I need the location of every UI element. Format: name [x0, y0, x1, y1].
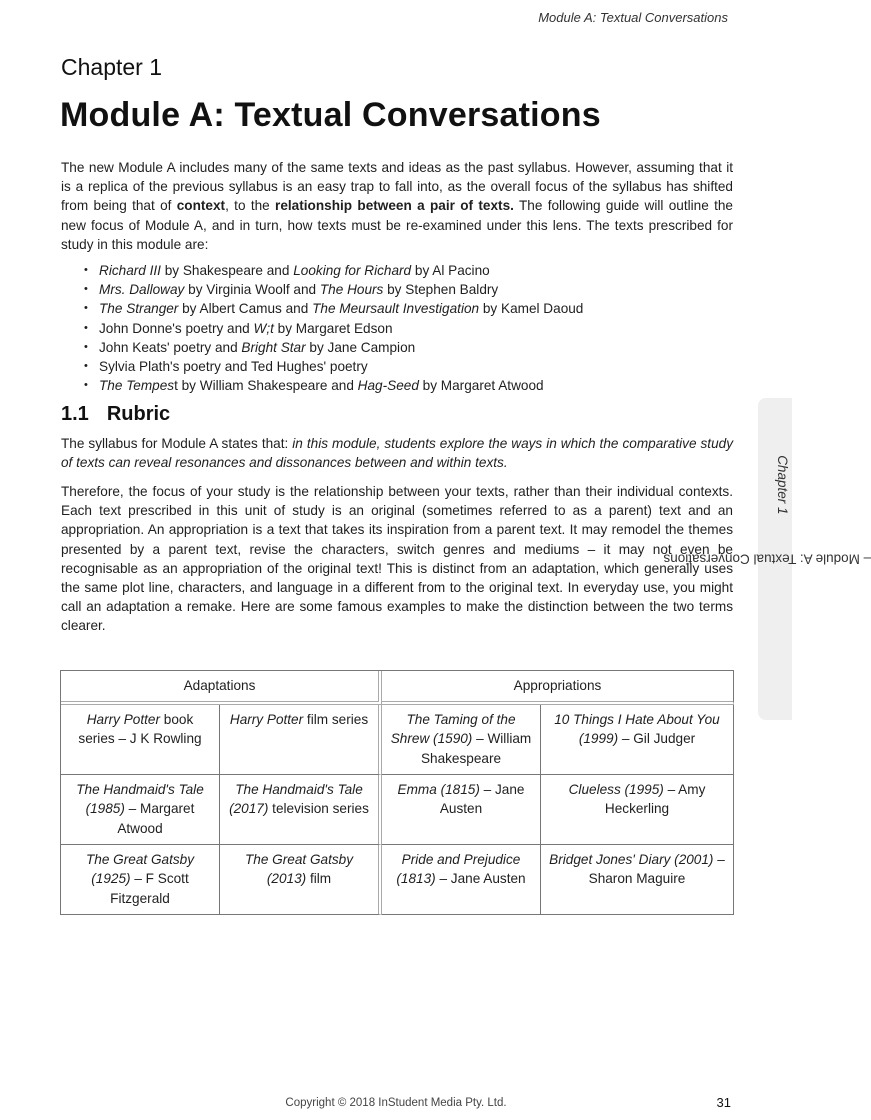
table-cell: Harry Potter book series – J K Rowling	[61, 705, 220, 775]
table-cell: The Great Gatsby (1925) – F Scott Fitzgerald	[61, 845, 220, 915]
table-cell: The Handmaid's Tale (1985) – Margaret Atwood	[61, 775, 220, 845]
chapter-title: Module A: Textual Conversations	[60, 96, 601, 134]
list-item: • Richard III by Shakespeare and Looking for Richard by Al Pacino	[84, 261, 583, 280]
list-item: • Sylvia Plath's poetry and Ted Hughes' poetry	[84, 357, 583, 376]
list-item: • The Tempest by William Shakespeare and Hag-Seed by Margaret Atwood	[84, 376, 583, 395]
header-appropriations: Appropriations	[382, 671, 734, 705]
table-cell: 10 Things I Hate About You (1999) – Gil Judger	[541, 705, 734, 775]
table-cell: Clueless (1995) – Amy Heckerling	[541, 775, 734, 845]
intro-paragraph: The new Module A includes many of the same texts and ideas as the past syllabus. However, assuming that it is a replica of the previous syllabus is an easy trap to fall into, as the overall focus of the syllabus has shifted from being that of context, to the relationship between a pair of texts. The following guide will outline the new focus of Module A, and in turn, how texts must be re-examined under this lens. The texts prescribed for study in this module are:	[61, 160, 733, 252]
table-cell: Bridget Jones' Diary (2001) – Sharon Maguire	[541, 845, 734, 915]
rubric-paragraph: The syllabus for Module A states that: in this module, students explore the ways in which the comparative study of texts can reveal resonances and dissonances between and within texts.	[61, 436, 733, 471]
table-cell: The Taming of the Shrew (1590) – William Shakespeare	[382, 705, 541, 775]
chapter-side-tab	[663, 398, 871, 720]
table-cell: The Great Gatsby (2013) film	[220, 845, 382, 915]
table-cell: Emma (1815) – Jane Austen	[382, 775, 541, 845]
list-item: • Mrs. Dalloway by Virginia Woolf and The Hours by Stephen Baldry	[84, 280, 583, 299]
page-number: 31	[716, 1095, 731, 1110]
emphasis-relationship: relationship between a pair of texts.	[275, 198, 514, 214]
table-row	[61, 775, 734, 845]
list-item: • John Donne's poetry and W;t by Margaret Edson	[84, 319, 583, 338]
side-tab-label: Chapter 1 – Module A: Textual Conversations	[663, 455, 871, 567]
prescribed-texts-list	[84, 261, 583, 395]
section-number: 1.1	[61, 403, 89, 425]
running-head: Module A: Textual Conversations	[538, 10, 728, 25]
table-row	[61, 705, 734, 775]
list-item: • John Keats' poetry and Bright Star by Jane Campion	[84, 338, 583, 357]
explanation-paragraph: Therefore, the focus of your study is the relationship between your texts, rather than their individual contexts. Each text prescribed in this unit of study is an original (sometimes referred to as a parent) text and an appropriation. An appropriation is a text that takes its inspiration from a parent text. It may remodel the themes presented by a parent text, revise the characters, switch genres and mediums – it may not even be recognisable as an appropriation of the original text! This is distinct from an adaptation, which generally uses the same plot line, characters, and language in a different from to the original text. In everyday use, you might call an adaptation a remake. Here are some famous examples to make the distinction between the two terms clearer.	[61, 484, 733, 634]
adaptations-appropriations-table	[60, 670, 734, 915]
table-cell: Pride and Prejudice (1813) – Jane Austen	[382, 845, 541, 915]
list-item: • The Stranger by Albert Camus and The Meursault Investigation by Kamel Daoud	[84, 299, 583, 318]
emphasis-context: context	[176, 198, 226, 214]
section-title: Rubric	[106, 403, 171, 425]
table-cell: Harry Potter film series	[220, 705, 382, 775]
table-header-row	[61, 671, 734, 705]
table-row	[61, 845, 734, 915]
chapter-label: Chapter 1	[61, 54, 163, 80]
footer-copyright: Copyright © 2018 InStudent Media Pty. Ltd.	[285, 1097, 507, 1109]
rubric-quote: in this module, students explore the ways in which the comparative study of texts can reveal resonances and dissonances between and within texts.	[61, 436, 733, 471]
header-adaptations: Adaptations	[61, 671, 382, 705]
section-heading	[61, 403, 170, 426]
table-cell: The Handmaid's Tale (2017) television series	[220, 775, 382, 845]
